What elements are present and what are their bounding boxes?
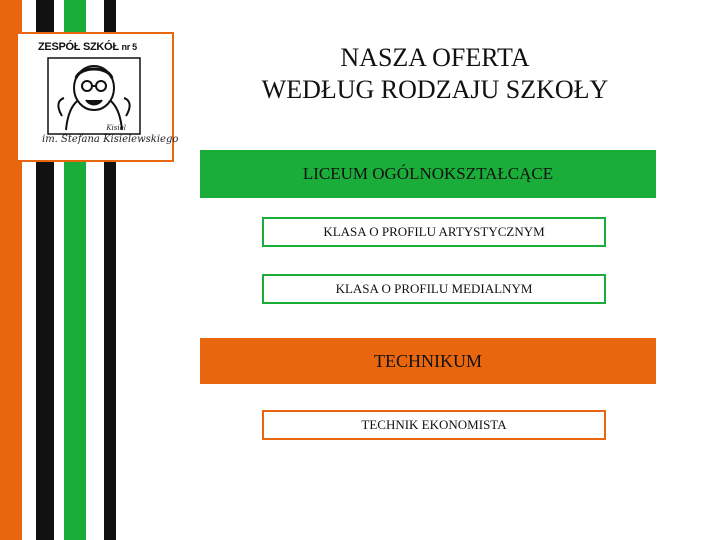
title-line-2: WEDŁUG RODZAJU SZKOŁY: [261, 75, 609, 104]
section-technikum: TECHNIKUM: [200, 338, 656, 384]
profile-artistic: KLASA O PROFILU ARTYSTYCZNYM: [262, 217, 606, 247]
profile-economist: TECHNIK EKONOMISTA: [262, 410, 606, 440]
page-title: [200, 42, 670, 106]
profile-media: KLASA O PROFILU MEDIALNYM: [262, 274, 606, 304]
svg-text:Kisiel: Kisiel: [106, 124, 126, 132]
logo-signature: im. Stefana Kisielewskiego: [42, 134, 179, 145]
portrait-caricature-icon: [46, 56, 142, 136]
title-line-1: NASZA OFERTA: [340, 43, 530, 72]
logo-title: ZESPÓŁ SZKÓŁ nr 5: [38, 41, 137, 53]
section-liceum: LICEUM OGÓLNOKSZTAŁCĄCE: [200, 150, 656, 198]
